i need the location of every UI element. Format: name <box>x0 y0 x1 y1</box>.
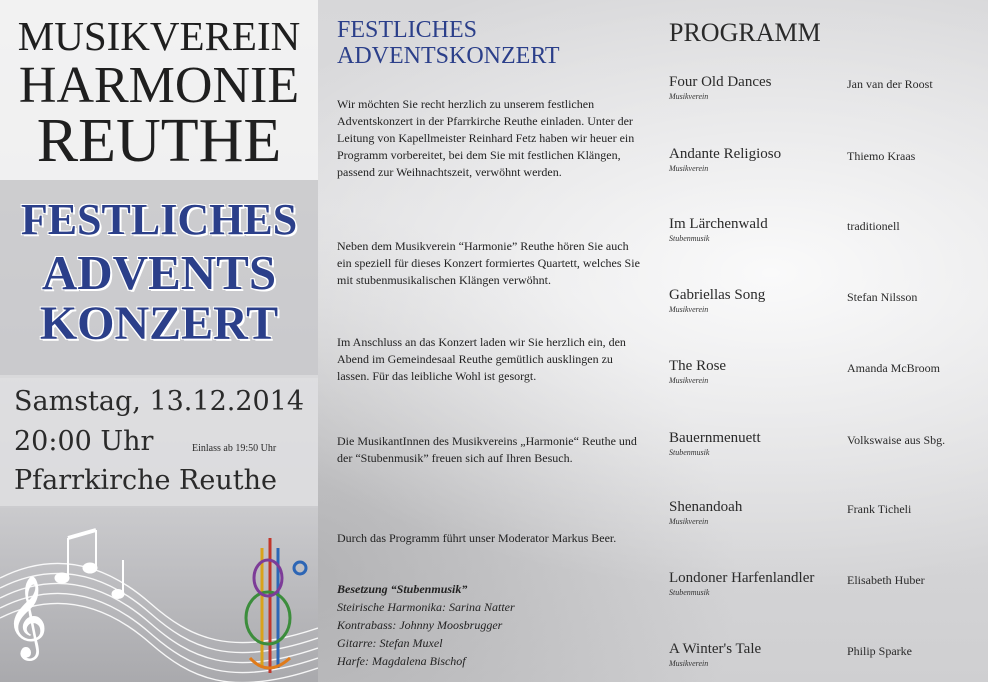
piece-title: Bauernmenuett <box>669 430 761 446</box>
ensemble-label: Musikverein <box>669 92 709 101</box>
cast-heading: Besetzung “Stubenmusik” <box>337 582 468 596</box>
composer-name: Philip Sparke <box>847 644 912 658</box>
piece-title: Im Lärchenwald <box>669 216 768 232</box>
moderator-paragraph: Durch das Programm führt unser Moderator Markus Beer. <box>337 531 617 545</box>
piece-title: Shenandoah <box>669 499 743 515</box>
club-name-line2: HARMONIE <box>18 57 300 114</box>
ensemble-label: Stubenmusik <box>669 588 710 597</box>
cast-member: Kontrabass: Johnny Moosbrugger <box>337 618 503 632</box>
cast-member: Steirische Harmonika: Sarina Natter <box>337 600 515 614</box>
ensemble-label: Stubenmusik <box>669 234 710 243</box>
composer-name: Volkswaise aus Sbg. <box>847 433 946 447</box>
program-item <box>669 359 979 399</box>
piece-title: Four Old Dances <box>669 74 772 90</box>
program-item <box>669 217 979 257</box>
piece-title: Londoner Harfenlandler <box>669 570 815 586</box>
program-item <box>669 147 979 187</box>
cast-member: Gitarre: Stefan Muxel <box>337 636 443 650</box>
piece-title: The Rose <box>669 358 727 374</box>
club-name-line3: REUTHE <box>36 107 282 175</box>
svg-text:𝄞: 𝄞 <box>6 575 48 657</box>
welcome-paragraph: Die MusikantInnen des Musikvereins „Harmonie“ Reuthe und der “Stubenmusik” freuen sich auf Ihren Besuch. <box>337 434 637 465</box>
ensemble-label: Musikverein <box>669 164 709 173</box>
program-item <box>669 642 979 682</box>
event-title-line3: KONZERT <box>39 297 279 350</box>
ensemble-label: Musikverein <box>669 659 709 668</box>
entry-time: Einlass ab 19:50 Uhr <box>192 443 277 454</box>
event-time: 20:00 Uhr <box>14 426 154 457</box>
music-notes-illustration <box>0 508 318 682</box>
program-item <box>669 288 979 328</box>
piece-title: A Winter's Tale <box>669 641 762 657</box>
composer-name: Elisabeth Huber <box>847 573 925 587</box>
composer-name: Amanda McBroom <box>847 361 940 375</box>
composer-name: traditionell <box>847 219 900 233</box>
piece-title: Gabriellas Song <box>669 287 766 303</box>
quartet-paragraph: Neben dem Musikverein “Harmonie” Reuthe hören Sie auch ein speziell für dieses Konzert formiertes Quartett, welches Sie mit stubenmusikalischen Klängen verwöhnt. <box>337 239 640 287</box>
program-item <box>669 571 979 611</box>
cast-member: Harfe: Magdalena Bischof <box>337 654 466 668</box>
ensemble-label: Stubenmusik <box>669 448 710 457</box>
ensemble-label: Musikverein <box>669 376 709 385</box>
ensemble-label: Musikverein <box>669 305 709 314</box>
composer-name: Thiemo Kraas <box>847 149 916 163</box>
program-item <box>669 75 979 115</box>
event-title-line2: ADVENTS <box>41 245 277 300</box>
composer-name: Stefan Nilsson <box>847 290 918 304</box>
after-concert-paragraph: Im Anschluss an das Konzert laden wir Sie herzlich ein, den Abend im Gemeindesaal Reuthe gemütlich ausklingen zu lassen. Für das leibliche Wohl ist gesorgt. <box>337 335 626 383</box>
program-title: PROGRAMM <box>669 18 821 47</box>
event-venue: Pfarrkirche Reuthe <box>14 465 277 496</box>
left-column <box>0 0 318 682</box>
club-name-line1: MUSIKVEREIN <box>17 13 301 59</box>
program-item <box>669 500 979 540</box>
intro-title-line1: FESTLICHES <box>337 17 478 43</box>
program-item <box>669 431 979 471</box>
intro-paragraph: Wir möchten Sie recht herzlich zu unserem festlichen Adventskonzert in der Pfarrkirche Reuthe einladen. Unter der Leitung von Kapellmeister Reinhard Fetz haben wir heuer ein Programm vorbereitet, bei dem Sie mit festlichen Klängen, passend zur Weihnachtszeit, verwöhnt werden. <box>337 97 635 179</box>
composer-name: Frank Ticheli <box>847 502 912 516</box>
intro-title-line2: ADVENTSKONZERT <box>337 43 560 69</box>
piece-title: Andante Religioso <box>669 146 782 162</box>
ensemble-label: Musikverein <box>669 517 709 526</box>
event-title-line1: FESTLICHES <box>20 195 298 244</box>
composer-name: Jan van der Roost <box>847 77 933 91</box>
event-date: Samstag, 13.12.2014 <box>14 386 305 417</box>
